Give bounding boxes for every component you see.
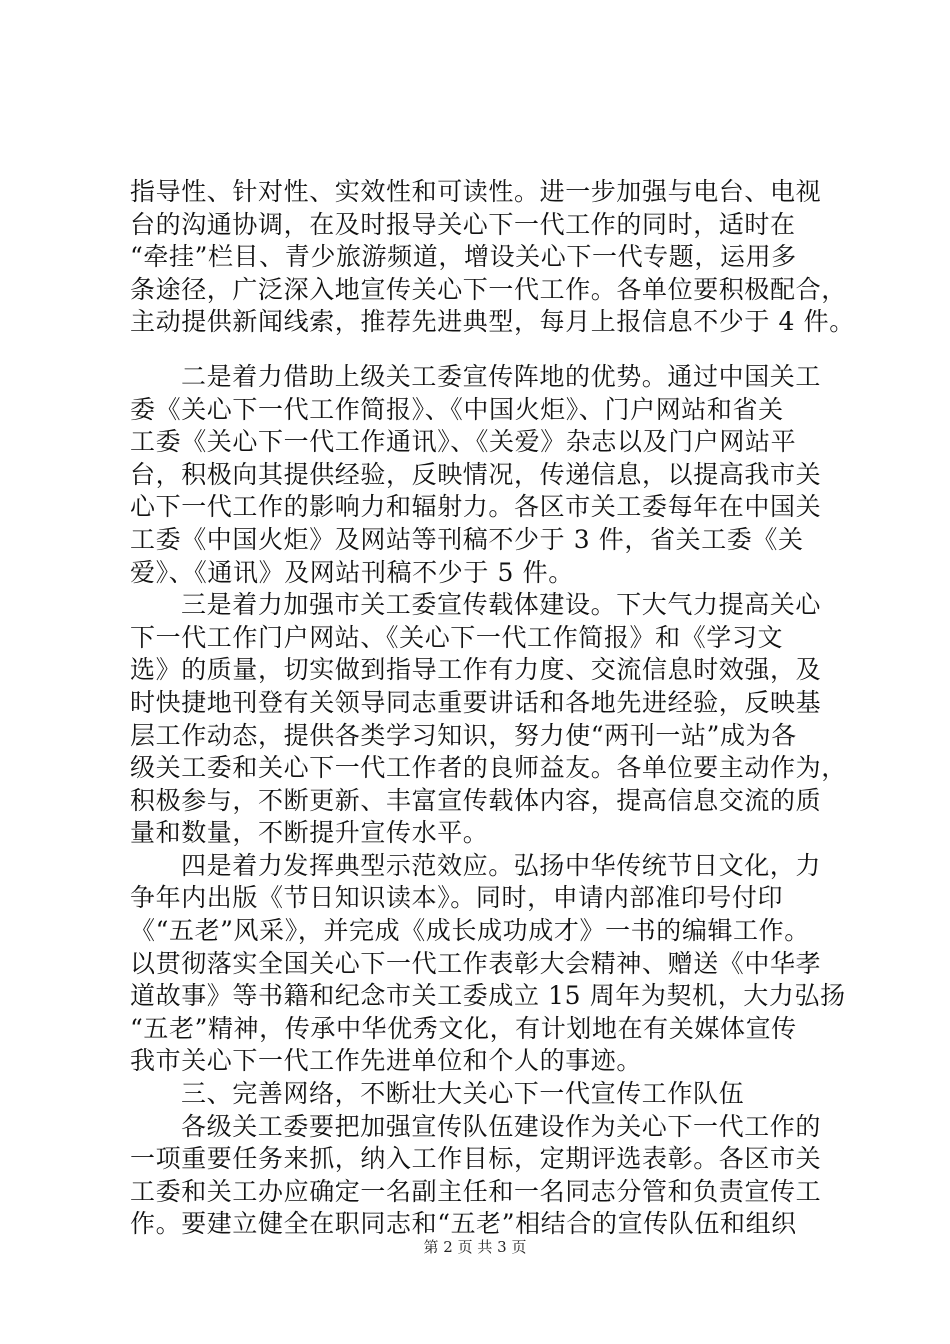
- text-line: 心下一代工作的影响力和辐射力。各区市关工委每年在中国关: [130, 492, 822, 522]
- text-line: 级关工委和关心下一代工作者的良师益友。各单位要主动作为，: [130, 753, 847, 783]
- text-line: 道故事》等书籍和纪念市关工委成立 15 周年为契机，大力弘扬: [130, 981, 846, 1011]
- text-line: 工委《关心下一代工作通讯》、《关爱》杂志以及门户网站平: [130, 427, 797, 457]
- text-line: 以贯彻落实全国关心下一代工作表彰大会精神、赠送《中华孝: [130, 948, 822, 978]
- paragraph-section-3-body: [130, 1111, 830, 1241]
- text-line: 台，积极向其提供经验，反映情况，传递信息，以提高我市关: [130, 459, 822, 489]
- section-heading: [130, 1078, 830, 1111]
- text-line: 层工作动态，提供各类学习知识，努力使“两刊一站”成为各: [130, 720, 797, 750]
- text-line: 量和数量，不断提升宣传水平。: [130, 818, 489, 848]
- text-line: 委《关心下一代工作简报》、《中国火炬》、门户网站和省关: [130, 394, 784, 424]
- text-line: 作。要建立健全在职同志和“五老”相结合的宣传队伍和组织: [130, 1209, 797, 1239]
- page-footer: [0, 1236, 950, 1257]
- text-line: 三是着力加强市关工委宣传载体建设。下大气力提高关心: [181, 590, 822, 620]
- text-line: 《“五老”风采》，并完成《成长成功成才》一书的编辑工作。: [130, 916, 810, 946]
- text-line: 条途径，广泛深入地宣传关心下一代工作。各单位要积极配合，: [130, 274, 847, 304]
- text-line: 时快捷地刊登有关领导同志重要讲话和各地先进经验，反映基: [130, 687, 822, 717]
- text-line: 积极参与，不断更新、丰富宣传载体内容，提高信息交流的质: [130, 785, 822, 815]
- text-line: 台的沟通协调，在及时报导关心下一代工作的同时，适时在: [130, 209, 796, 239]
- text-line: 主动提供新闻线索，推荐先进典型，每月上报信息不少于 4 件。: [130, 307, 855, 337]
- text-line: 选》的质量，切实做到指导工作有力度、交流信息时效强，及: [130, 655, 822, 685]
- text-line: 工委和关工办应确定一名副主任和一名同志分管和负责宣传工: [130, 1176, 822, 1206]
- paragraph-gap: [130, 339, 830, 361]
- text-line: 指导性、针对性、实效性和可读性。进一步加强与电台、电视: [130, 177, 822, 206]
- paragraph-continuation: [130, 176, 855, 339]
- text-line: 二是着力借助上级关工委宣传阵地的优势。通过中国关工: [181, 361, 822, 391]
- text-line: 我市关心下一代工作先进单位和个人的事迹。: [130, 1046, 643, 1076]
- text-line: 下一代工作门户网站、《关心下一代工作简报》和《学习文: [130, 622, 784, 652]
- section-heading-text: 三、完善网络，不断壮大关心下一代宣传工作队伍: [181, 1079, 745, 1109]
- text-line: 四是着力发挥典型示范效应。弘扬中华传统节日文化，力: [181, 850, 822, 880]
- text-line: 爱》、《通讯》及网站刊稿不少于 5 件。: [130, 557, 574, 587]
- document-body: [130, 176, 855, 1241]
- paragraph-item-2: [130, 361, 830, 589]
- text-line: 争年内出版《节日知识读本》。同时，申请内部准印号付印: [130, 883, 784, 913]
- text-line: 一项重要任务来抓，纳入工作目标，定期评选表彰。各区市关: [130, 1144, 822, 1174]
- text-line: “牵挂”栏目、青少旅游频道，增设关心下一代专题，运用多: [130, 242, 797, 272]
- paragraph-item-4: [130, 850, 846, 1078]
- paragraph-item-3: [130, 589, 847, 850]
- text-line: 工委《中国火炬》及网站等刊稿不少于 3 件，省关工委《关: [130, 524, 804, 554]
- text-line: “五老”精神，传承中华优秀文化，有计划地在有关媒体宣传: [130, 1013, 797, 1043]
- text-line: 各级关工委要把加强宣传队伍建设作为关心下一代工作的: [181, 1111, 822, 1141]
- page-number-label: 第 2 页 共 3 页: [423, 1238, 527, 1256]
